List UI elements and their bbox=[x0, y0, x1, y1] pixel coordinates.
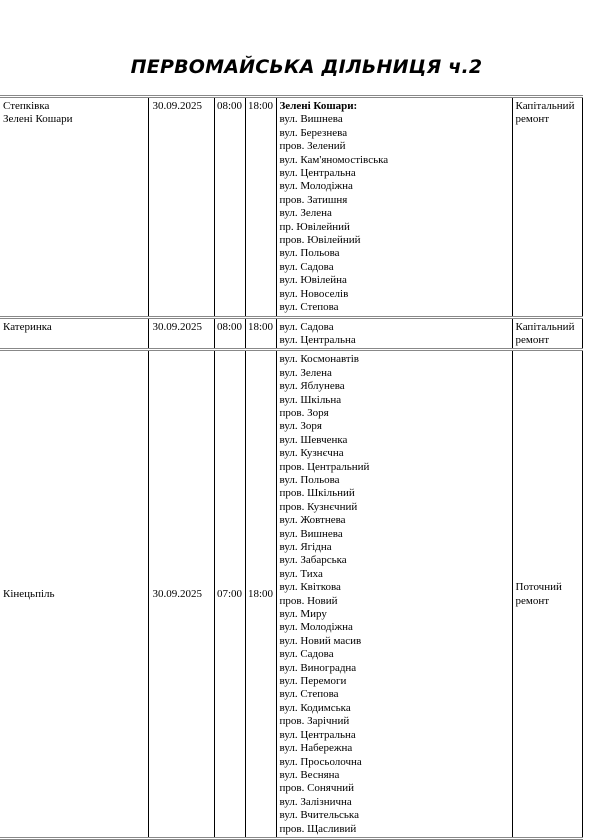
street-item: пр. Ювілейний bbox=[279, 220, 350, 233]
locality-cell bbox=[0, 97, 148, 318]
end-time-cell: 18:00 bbox=[245, 317, 276, 350]
street-item: вул. Зелена bbox=[279, 366, 332, 379]
street-item: вул. Просьолочна bbox=[279, 755, 362, 768]
locality-name: Степківка bbox=[3, 100, 50, 112]
street-item: вул. Кам'яномостівська bbox=[279, 153, 389, 166]
page-title: ПЕРВОМАЙСЬКА ДІЛЬНИЦЯ ч.2 bbox=[130, 56, 483, 78]
street-item: вул. Новий масив bbox=[279, 634, 362, 647]
streets-cell bbox=[276, 350, 512, 839]
street-item: пров. Зарічний bbox=[279, 715, 350, 728]
locality-cell bbox=[0, 317, 148, 350]
street-item: вул. Польова bbox=[279, 247, 340, 260]
streets-cell bbox=[276, 97, 512, 318]
street-item: вул. Виноградна bbox=[279, 661, 357, 674]
locality-name: Зелені Кошари bbox=[3, 113, 73, 126]
street-item: вул. Центральна bbox=[279, 333, 356, 346]
table-row bbox=[0, 350, 582, 839]
street-item: вул. Центральна bbox=[279, 728, 356, 741]
start-time-cell: 08:00 bbox=[214, 317, 245, 350]
street-item: вул. Квіткова bbox=[279, 581, 341, 594]
street-item: вул. Набережна bbox=[279, 742, 353, 755]
locality-cell bbox=[0, 350, 148, 839]
street-item: вул. Кузнєчна bbox=[279, 447, 344, 460]
end-time-cell: 18:00 bbox=[245, 350, 276, 839]
street-item: вул. Шевченка bbox=[279, 433, 348, 446]
street-item: вул. Молодіжна bbox=[279, 180, 353, 193]
street-item: пров. Центральний bbox=[279, 460, 370, 473]
street-item: пров. Щасливий bbox=[279, 822, 357, 835]
street-item: вул. Зелена bbox=[279, 207, 332, 220]
street-item: вул. Садова bbox=[279, 320, 334, 333]
start-time-cell: 07:00 bbox=[214, 350, 245, 839]
street-item: вул. Жовтнева bbox=[279, 514, 346, 527]
street-item: вул. Степова bbox=[279, 688, 339, 701]
locality-name: Кінецьпіль bbox=[3, 587, 55, 600]
street-item: вул. Забарська bbox=[279, 554, 347, 567]
street-item: пров. Новий bbox=[279, 594, 338, 607]
streets-subheading: Зелені Кошари: bbox=[279, 100, 358, 112]
street-item: вул. Шкільна bbox=[279, 393, 342, 406]
work-type-cell: Капітальний ремонт bbox=[512, 97, 582, 318]
street-item: вул. Яблунева bbox=[279, 380, 345, 393]
date-cell: 30.09.2025 bbox=[148, 97, 214, 318]
work-type-cell: Поточний ремонт bbox=[512, 350, 582, 839]
table-row bbox=[0, 317, 582, 350]
street-item: вул. Весняна bbox=[279, 768, 340, 781]
start-time-cell: 08:00 bbox=[214, 97, 245, 318]
street-item: вул. Польова bbox=[279, 473, 340, 486]
table-row bbox=[0, 97, 582, 318]
street-item: вул. Садова bbox=[279, 260, 334, 273]
locality-name: Катеринка bbox=[3, 320, 52, 333]
street-item: пров. Сонячний bbox=[279, 782, 355, 795]
street-item: вул. Центральна bbox=[279, 167, 356, 180]
street-item: вул. Вчительська bbox=[279, 809, 359, 822]
street-item: вул. Садова bbox=[279, 648, 334, 661]
street-item: вул. Кодимська bbox=[279, 701, 351, 714]
street-item: вул. Новоселів bbox=[279, 287, 349, 300]
street-item: вул. Степова bbox=[279, 301, 339, 314]
street-item: вул. Тиха bbox=[279, 567, 323, 580]
street-item: вул. Миру bbox=[279, 608, 327, 621]
end-time-cell: 18:00 bbox=[245, 97, 276, 318]
street-item: пров. Кузнєчний bbox=[279, 500, 358, 513]
date-cell: 30.09.2025 bbox=[148, 317, 214, 350]
work-type-cell: Капітальний ремонт bbox=[512, 317, 582, 350]
outage-schedule-table bbox=[0, 95, 583, 840]
streets-cell bbox=[276, 317, 512, 350]
street-item: пров. Затишня bbox=[279, 193, 348, 206]
street-item: вул. Молодіжна bbox=[279, 621, 353, 634]
street-item: пров. Ювілейний bbox=[279, 234, 361, 247]
street-item: вул. Космонавтів bbox=[279, 353, 359, 366]
street-item: вул. Залізнична bbox=[279, 795, 352, 808]
street-item: пров. Зелений bbox=[279, 140, 346, 153]
street-item: вул. Ягідна bbox=[279, 541, 332, 553]
street-item: вул. Вишнева bbox=[279, 113, 343, 126]
street-item: пров. Шкільний bbox=[279, 487, 355, 500]
street-item: вул. Березнева bbox=[279, 126, 348, 139]
street-item: вул. Зоря bbox=[279, 420, 322, 433]
street-item: вул. Перемоги bbox=[279, 675, 347, 688]
street-item: вул. Ювілейна bbox=[279, 274, 347, 287]
date-cell: 30.09.2025 bbox=[148, 350, 214, 839]
street-item: вул. Вишнева bbox=[279, 527, 343, 540]
street-item: пров. Зоря bbox=[279, 406, 329, 419]
